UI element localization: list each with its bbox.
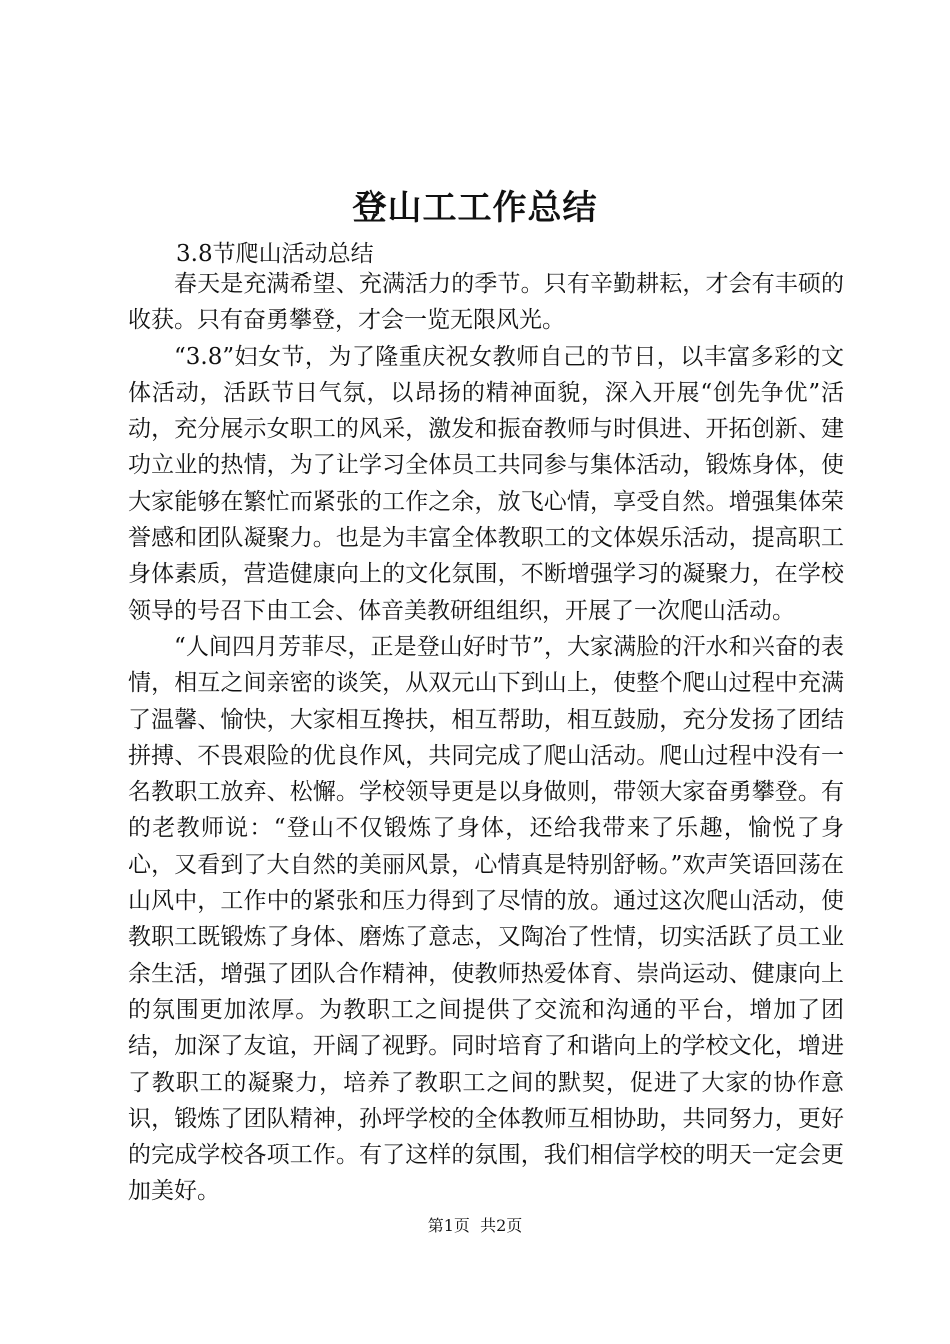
paragraph-intro: 春天是充满希望、充满活力的季节。只有辛勤耕耘，才会有丰硕的收获。只有奋勇攀登，才会一览无限风光。	[128, 271, 844, 334]
document-title: 登山工工作总结	[352, 188, 598, 228]
document-body	[128, 266, 844, 1210]
document-subtitle: 3.8节爬山活动总结	[176, 241, 374, 267]
paragraph-purpose: “3.8”妇女节，为了隆重庆祝女教师自己的节日，以丰富多彩的文体活动，活跃节日气氛，以昂扬的精神面貌，深入开展“创先争优”活动，充分展示女职工的风采，激发和振奋教师与时俱进、开拓创新、建功立业的热情，为了让学习全体员工共同参与集体活动，锻炼身体，使大家能够在繁忙而紧张的工作之余，放飞心情，享受自然。增强集体荣誉感和团队凝聚力。也是为丰富全体教职工的文体娱乐活动，提高职工身体素质，营造健康向上的文化氛围，不断增强学习的凝聚力，在学校领导的号召下由工会、体音美教研组组织，开展了一次爬山活动。	[128, 343, 844, 624]
page-number-footer: 第1页 共2页	[427, 1216, 523, 1235]
paragraph-activity: “人间四月芳菲尽，正是登山好时节”，大家满脸的汗水和兴奋的表情，相互之间亲密的谈笑，从双元山下到山上，使整个爬山过程中充满了温馨、愉快，大家相互搀扶，相互帮助，相互鼓励，充分发扬了团结拼搏、不畏艰险的优良作风，共同完成了爬山活动。爬山过程中没有一名教职工放弃、松懈。学校领导更是以身做则，带领大家奋勇攀登。有的老教师说：“登山不仅锻炼了身体，还给我带来了乐趣，愉悦了身心，又看到了大自然的美丽风景，心情真是特别舒畅。”欢声笑语回荡在山风中，工作中的紧张和压力得到了尽情的放。通过这次爬山活动，使教职工既锻炼了身体、磨炼了意志，又陶冶了性情，切实活跃了员工业余生活，增强了团队合作精神，使教师热爱体育、崇尚运动、健康向上的氛围更加浓厚。为教职工之间提供了交流和沟通的平台，增加了团结，加深了友谊，开阔了视野。同时培育了和谐向上的学校文化，增进了教职工的凝聚力，培养了教职工之间的默契，促进了大家的协作意识，锻炼了团队精神，孙坪学校的全体教师互相协助，共同努力，更好的完成学校各项工作。有了这样的氛围，我们相信学校的明天一定会更加美好。	[128, 633, 844, 1205]
